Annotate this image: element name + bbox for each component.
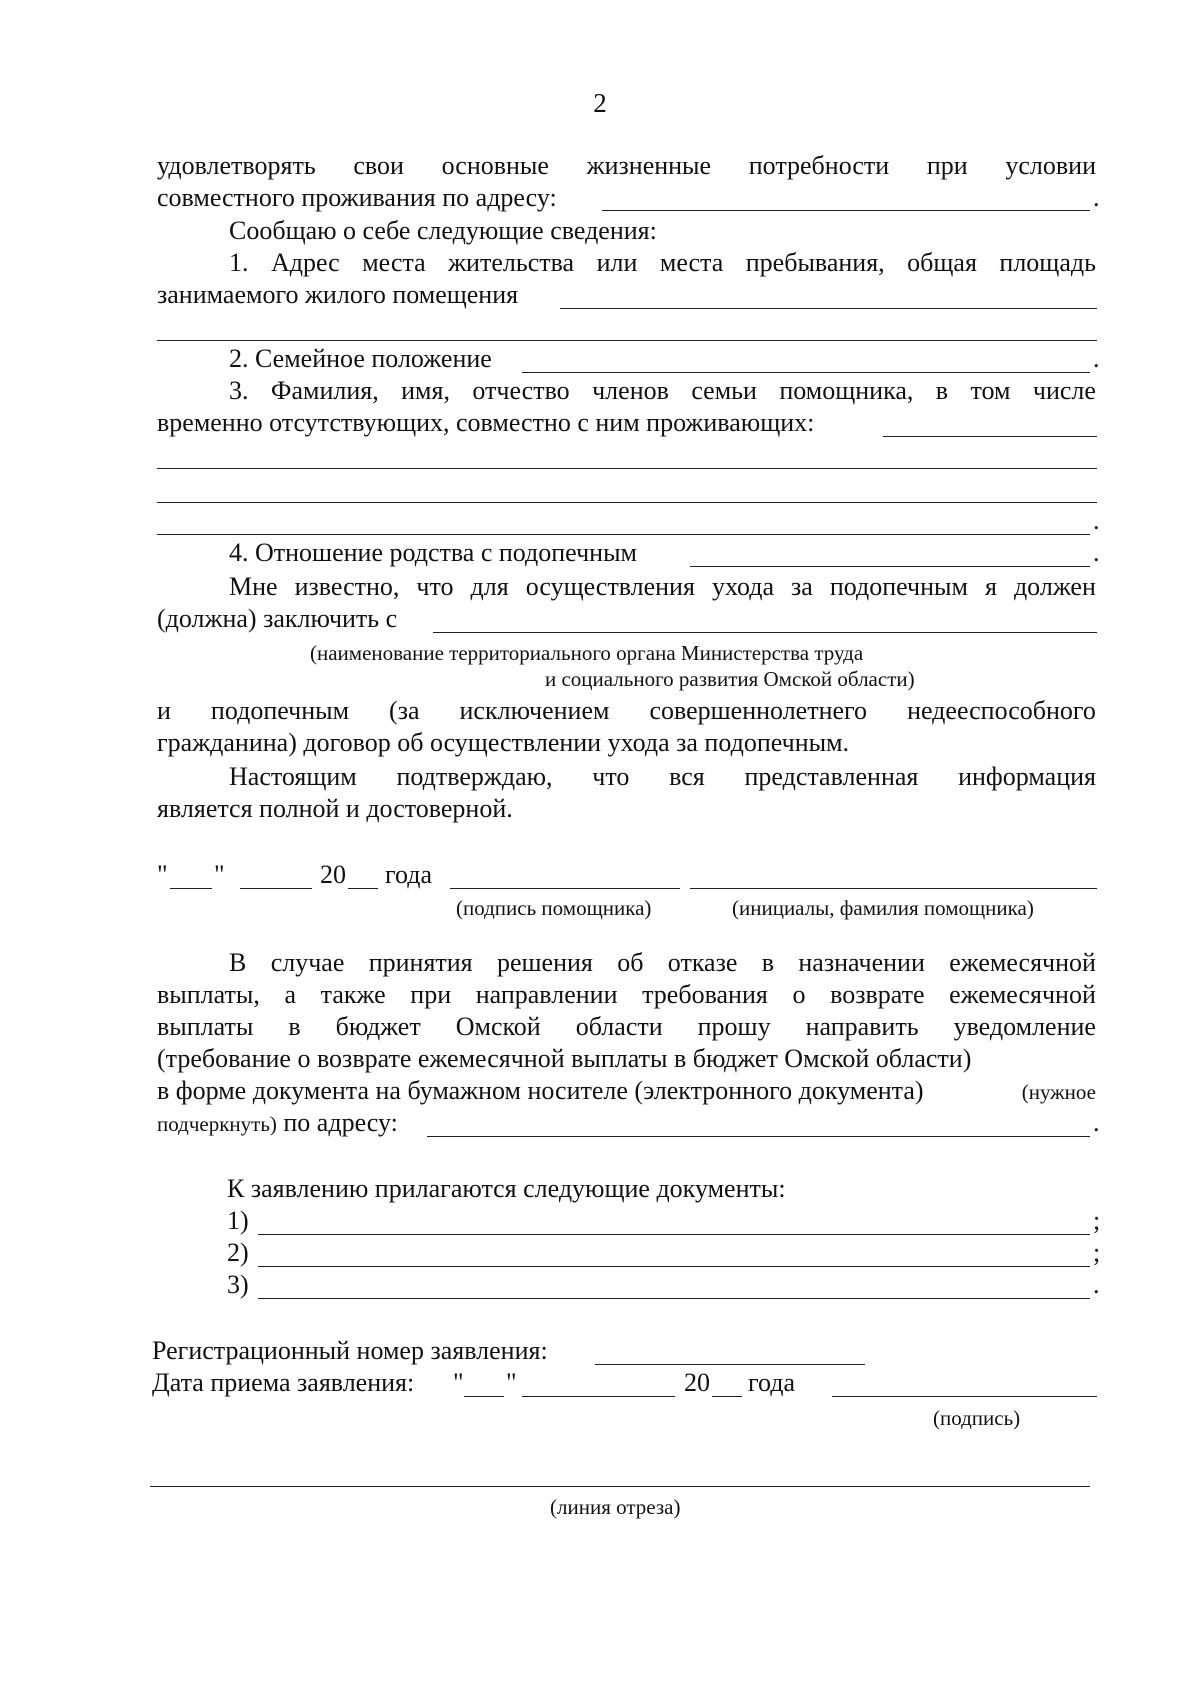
year-prefix: 20 (684, 1368, 710, 1397)
item3-line2: временно отсутствующих, совместно с ним проживающих: (157, 408, 815, 437)
word: ухода (711, 572, 774, 601)
word: Фамилия, (270, 376, 379, 405)
word: что (416, 572, 454, 601)
word: назначении (798, 948, 925, 977)
p5-line6-main: по адресу: (283, 1108, 398, 1137)
helper-signature-line[interactable] (450, 888, 680, 889)
word: удовлетворять (157, 151, 316, 180)
quote-close: " (506, 1368, 517, 1397)
reg-signature-line[interactable] (832, 1396, 1097, 1397)
quote-open: " (453, 1368, 464, 1397)
family-members-field-line-4[interactable] (157, 534, 1090, 535)
month-field-line[interactable] (240, 888, 312, 889)
period: . (1093, 538, 1100, 567)
period: . (1093, 506, 1100, 535)
word: направлении (475, 980, 618, 1009)
quote-close: " (214, 860, 225, 889)
attachment-field-line-3[interactable] (258, 1298, 1090, 1299)
word: я (984, 572, 997, 601)
registration-date-label: Дата приема заявления: (152, 1368, 415, 1397)
word: 3. (229, 376, 249, 405)
word: а (284, 980, 297, 1009)
word: места (659, 248, 724, 277)
reg-day-field-line[interactable] (464, 1396, 504, 1397)
attachment-number: 2) (227, 1238, 249, 1267)
word: или (596, 248, 638, 277)
residence-field-line[interactable] (560, 308, 1097, 309)
period: . (1093, 183, 1100, 212)
p1-line1 (157, 151, 1096, 181)
word: что (592, 762, 630, 791)
word: 1. (229, 248, 249, 277)
kinship-field-line[interactable] (690, 566, 1090, 567)
helper-name-caption: (инициалы, фамилия помощника) (732, 896, 1034, 920)
reg-year-field-line[interactable] (712, 1396, 742, 1397)
word: Мне (229, 572, 278, 601)
word: места (362, 248, 426, 277)
item4-text: 4. Отношение родства с подопечным (229, 538, 637, 567)
year-word: года (748, 1368, 796, 1397)
quote-open: " (157, 860, 168, 889)
authority-caption-2: и социального развития Омской области) (545, 667, 915, 691)
word: совершеннолетнего (649, 696, 868, 725)
word: для (470, 572, 509, 601)
p5-line5-note: (нужное (1021, 1080, 1096, 1104)
word: и (157, 696, 171, 725)
word: области (575, 1012, 663, 1041)
word: ежемесячной (949, 948, 1096, 977)
p5-line5-main: в форме документа на бумажном носителе (электронного документа) (157, 1076, 924, 1105)
word: пребывания, (745, 248, 885, 277)
word: помощника, (779, 376, 914, 405)
word: исключением (459, 696, 610, 725)
word: об (617, 948, 644, 977)
word: жизненные (586, 151, 712, 180)
word: подопечным (210, 696, 350, 725)
cut-line-caption: (линия отреза) (550, 1495, 681, 1519)
helper-signature-caption: (подпись помощника) (456, 896, 652, 920)
word: при (410, 980, 452, 1009)
period: . (1093, 1108, 1100, 1137)
p5-line2 (157, 980, 1096, 1010)
word: членов (592, 376, 669, 405)
word: подтверждаю, (396, 762, 553, 791)
year-word: года (385, 860, 433, 889)
word: при (926, 151, 968, 180)
p4-line1 (229, 762, 1096, 792)
word: прошу (697, 1012, 771, 1041)
word: представленная (744, 762, 919, 791)
year-field-line[interactable] (348, 888, 378, 889)
p1-line2: совместного проживания по адресу: (157, 183, 557, 212)
attachment-field-line-1[interactable] (258, 1234, 1090, 1235)
p5-line5 (157, 1076, 1096, 1107)
attachment-field-line-2[interactable] (258, 1266, 1090, 1267)
attachments-heading: К заявлению прилагаются следующие документы: (227, 1174, 786, 1203)
p5-line3 (157, 1012, 1096, 1042)
word: (за (389, 696, 420, 725)
p5-line6 (157, 1108, 398, 1139)
family-members-field-line-2[interactable] (157, 468, 1097, 469)
authority-field-line[interactable] (433, 632, 1097, 633)
period: . (1093, 344, 1100, 373)
word: числе (1032, 376, 1096, 405)
word: отчество (472, 376, 570, 405)
word: вся (669, 762, 705, 791)
cut-line (150, 1486, 1090, 1487)
word: Омской (455, 1012, 541, 1041)
registration-number-label: Регистрационный номер заявления: (152, 1336, 548, 1365)
year-prefix: 20 (320, 860, 346, 889)
helper-name-line[interactable] (690, 888, 1097, 889)
word: общая (907, 248, 977, 277)
word: требования (642, 980, 768, 1009)
p4-line2: является полной и достоверной. (157, 794, 513, 823)
attachment-end: ; (1093, 1206, 1101, 1235)
attachment-number: 1) (227, 1206, 249, 1235)
word: принятия (368, 948, 473, 977)
word: свои (353, 151, 404, 180)
item3-line1 (229, 376, 1096, 406)
word: бюджет (335, 1012, 421, 1041)
word: в (935, 376, 949, 405)
word: основные (441, 151, 549, 180)
word: выплаты (157, 1012, 254, 1041)
day-field-line[interactable] (170, 888, 212, 889)
word: о (792, 980, 806, 1009)
word: известно, (294, 572, 400, 601)
word: семьи (691, 376, 757, 405)
authority-caption-1: (наименование территориального органа Министерства труда (310, 641, 864, 665)
word: должен (1013, 572, 1096, 601)
residence-field-line-2[interactable] (157, 340, 1097, 341)
word: также (320, 980, 386, 1009)
attachment-end: . (1093, 1270, 1100, 1299)
word: подопечным (829, 572, 968, 601)
family-status-field-line[interactable] (522, 372, 1090, 373)
word: в (761, 948, 775, 977)
p3-line4: гражданина) договор об осуществлении ухода за подопечным. (157, 728, 850, 757)
notification-address-field-line[interactable] (427, 1136, 1090, 1137)
page-number: 2 (593, 88, 607, 118)
p2-text: Сообщаю о себе следующие сведения: (229, 216, 657, 245)
word: возврате (830, 980, 925, 1009)
address-field-line[interactable] (602, 210, 1090, 211)
item2-text: 2. Семейное положение (229, 344, 492, 373)
word: в (288, 1012, 301, 1041)
word: случае (270, 948, 345, 977)
word: Настоящим (229, 762, 357, 791)
word: В (229, 948, 247, 977)
p3-line1 (229, 572, 1096, 602)
p3-line3 (157, 696, 1096, 726)
p3-line2: (должна) заключить с (157, 604, 398, 633)
p5-line4: (требование о возврате ежемесячной выплаты в бюджет Омской области) (157, 1044, 972, 1073)
word: решения (496, 948, 593, 977)
word: выплаты, (157, 980, 260, 1009)
word: осуществления (525, 572, 695, 601)
word: жительства (448, 248, 575, 277)
attachment-number: 3) (227, 1270, 249, 1299)
p5-line6-note: подчеркнуть) (157, 1112, 277, 1136)
word: информация (958, 762, 1096, 791)
reg-month-field-line[interactable] (522, 1396, 675, 1397)
word: условии (1005, 151, 1096, 180)
registration-number-field-line[interactable] (595, 1364, 865, 1365)
word: том (970, 376, 1011, 405)
word: Адрес (270, 248, 340, 277)
word: отказе (667, 948, 738, 977)
word: уведомление (953, 1012, 1096, 1041)
word: недееспособного (907, 696, 1096, 725)
word: за (791, 572, 813, 601)
word: площадь (999, 248, 1096, 277)
word: потребности (748, 151, 890, 180)
word: ежемесячной (949, 980, 1096, 1009)
word: направить (805, 1012, 919, 1041)
family-members-field-line-3[interactable] (157, 502, 1097, 503)
attachment-end: ; (1093, 1238, 1101, 1267)
word: имя, (401, 376, 450, 405)
item1-line2: занимаемого жилого помещения (157, 280, 519, 309)
reg-signature-caption: (подпись) (933, 1406, 1021, 1430)
item1-line1 (229, 248, 1096, 278)
family-members-field-line[interactable] (883, 436, 1097, 437)
p5-line1 (229, 948, 1096, 978)
